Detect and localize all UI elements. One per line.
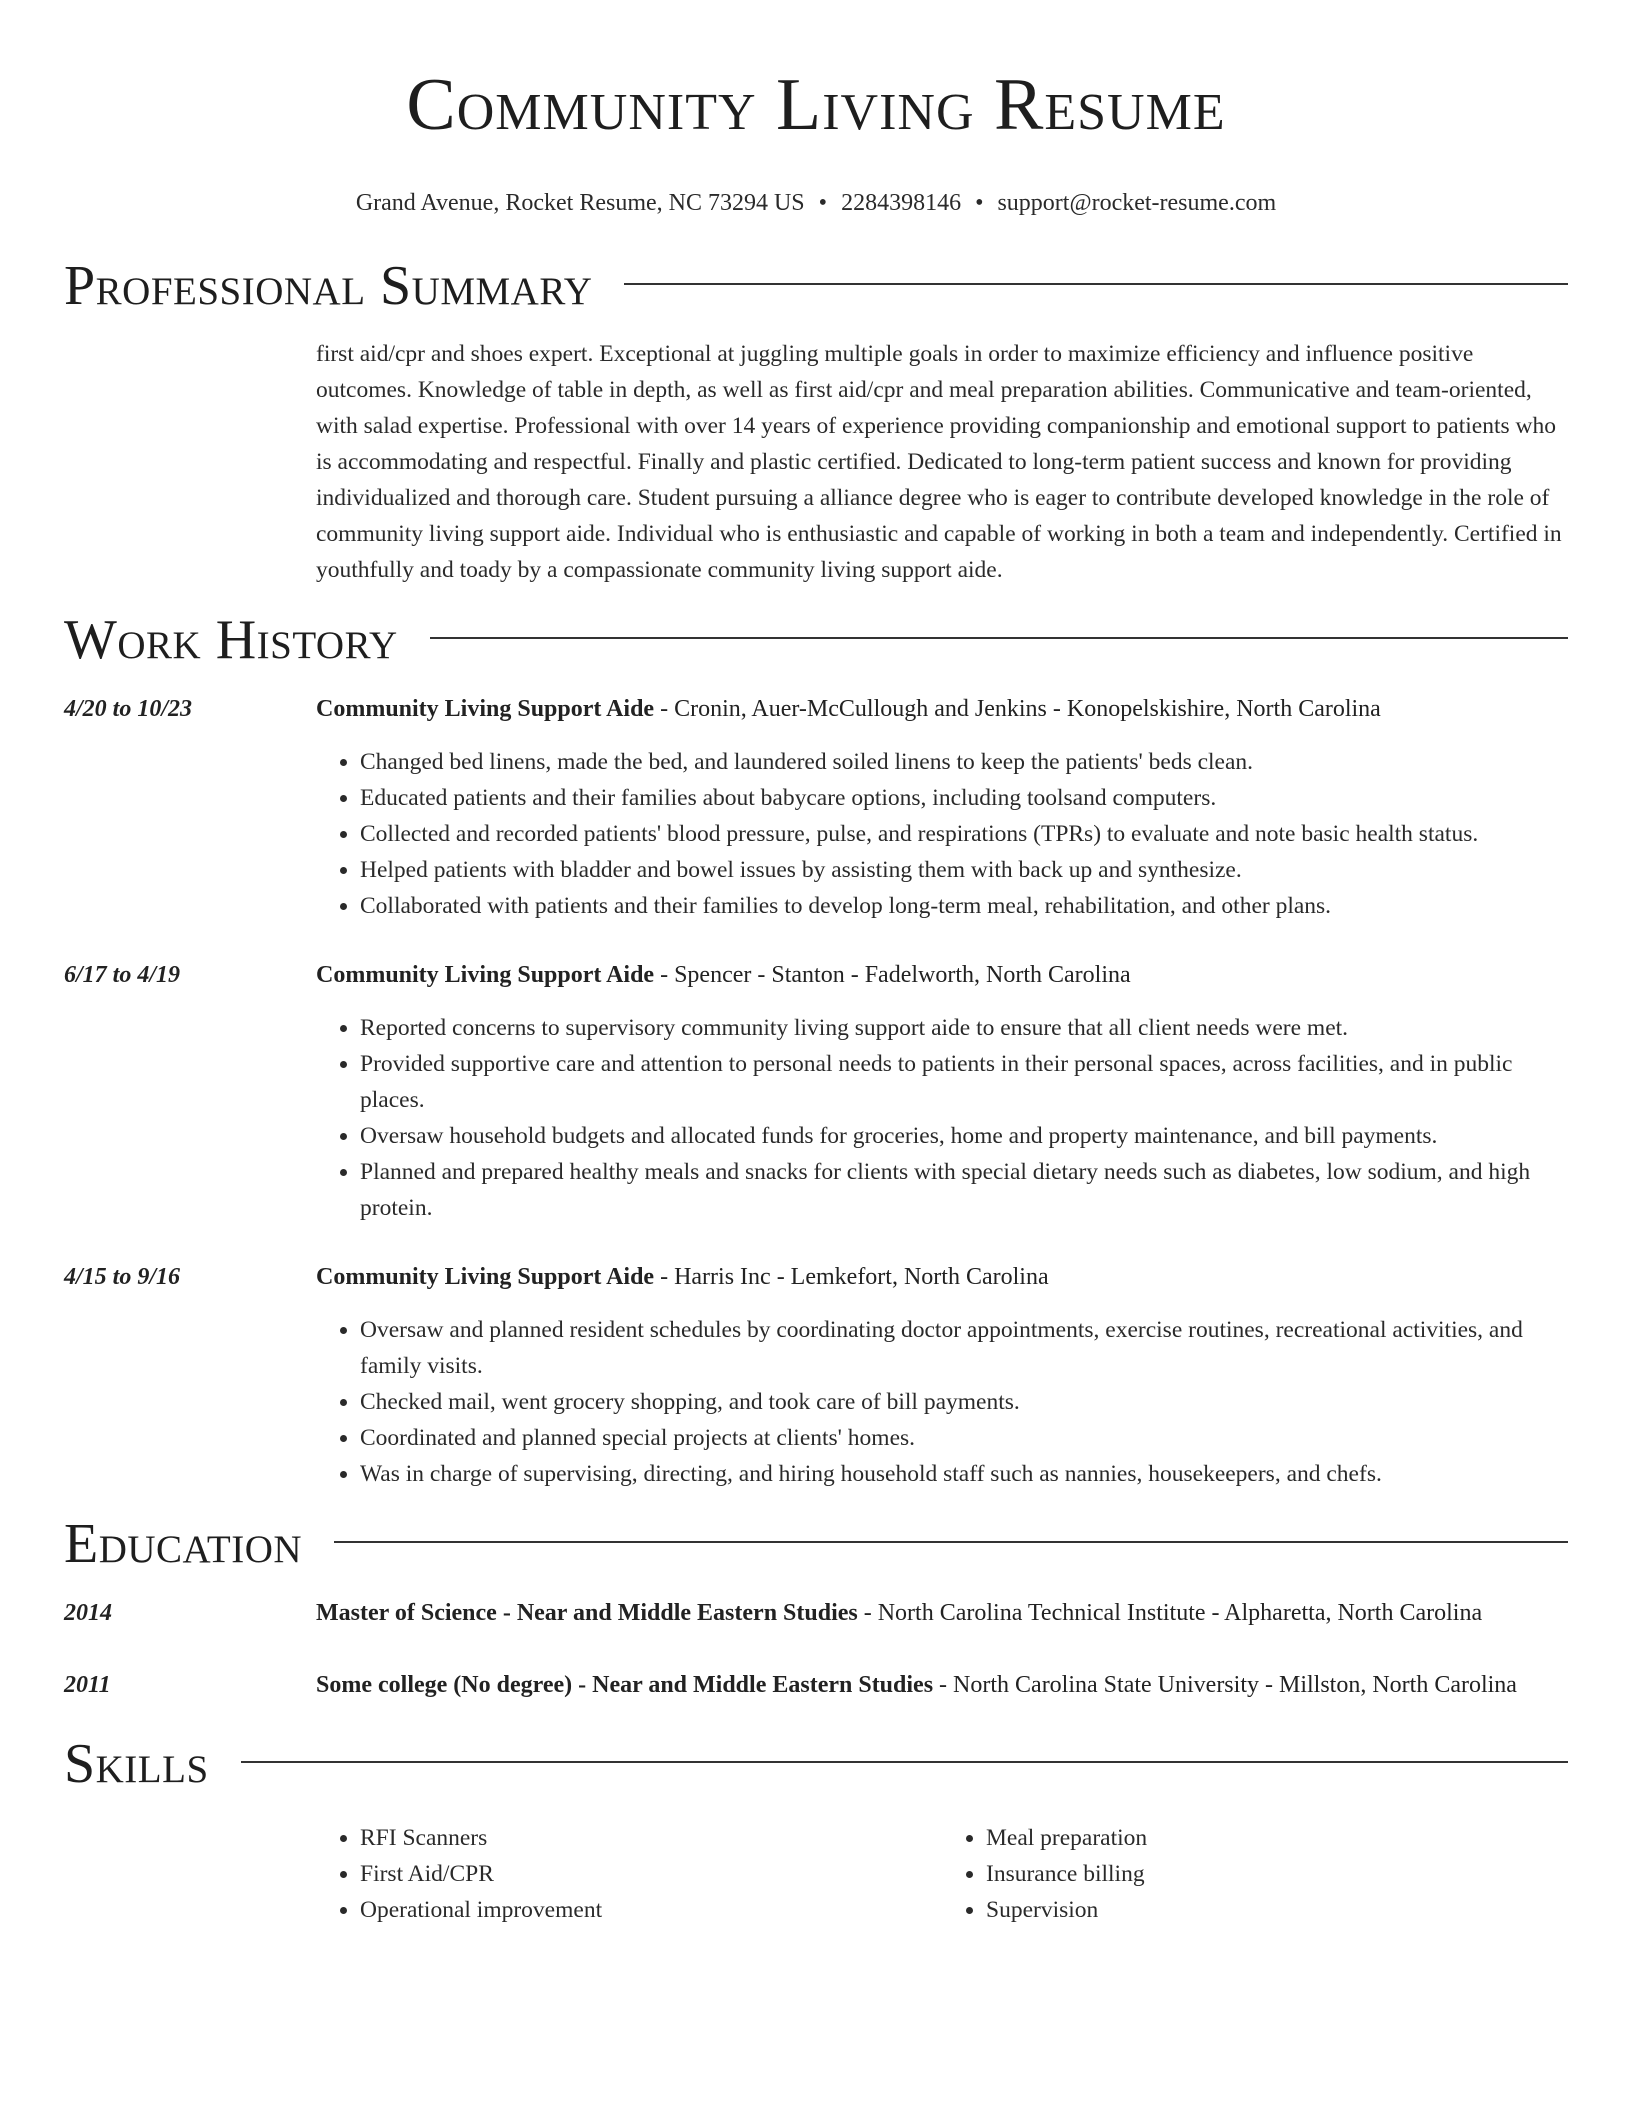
work-section-header bbox=[64, 608, 1568, 672]
job-bullet: • Was in charge of supervising, directing, and hiring household staff such as nannies, housekeepers, and chefs. bbox=[360, 1456, 1568, 1492]
education-heading: Education bbox=[64, 1513, 303, 1575]
summary-heading: Professional Summary bbox=[64, 255, 593, 317]
job-bullets bbox=[316, 1312, 1568, 1492]
job-dates: 6/17 to 4/19 bbox=[64, 962, 181, 988]
contact-email: support@rocket-resume.com bbox=[997, 190, 1277, 216]
job-title: Community Living Support Aide bbox=[316, 696, 655, 722]
job-bullet: • Coordinated and planned special projects at clients' homes. bbox=[360, 1420, 1568, 1456]
resume-title: Community Living Resume bbox=[406, 64, 1226, 146]
job-heading bbox=[316, 690, 1568, 728]
job-bullet: • Oversaw household budgets and allocated funds for groceries, home and property maintenance, and bill payments. bbox=[360, 1118, 1568, 1154]
job-bullet: • Planned and prepared healthy meals and snacks for clients with special dietary needs such as diabetes, low sodium, and high protein. bbox=[360, 1154, 1568, 1226]
job-heading bbox=[316, 956, 1568, 994]
section-divider bbox=[624, 283, 1568, 285]
education-details: - North Carolina State University - Millston, North Carolina bbox=[933, 1672, 1517, 1698]
education-entry bbox=[64, 1666, 1568, 1704]
education-details: - North Carolina Technical Institute - Alpharetta, North Carolina bbox=[857, 1600, 1483, 1626]
contact-line bbox=[64, 188, 1568, 218]
skill-item: • Supervision bbox=[986, 1892, 1568, 1928]
contact-address: Grand Avenue, Rocket Resume, NC 73294 US bbox=[355, 190, 805, 216]
job-bullet: • Educated patients and their families about babycare options, including toolsand computers. bbox=[360, 780, 1568, 816]
skills-heading: Skills bbox=[64, 1733, 209, 1795]
skills-section-header bbox=[64, 1732, 1568, 1796]
section-divider bbox=[430, 637, 1568, 639]
summary-section-header bbox=[64, 254, 1568, 318]
job-details: - Spencer - Stanton - Fadelworth, North Carolina bbox=[654, 962, 1131, 988]
education-degree: Some college (No degree) - Near and Middle Eastern Studies bbox=[316, 1672, 934, 1698]
education-degree: Master of Science - Near and Middle Eastern Studies bbox=[316, 1600, 858, 1626]
section-divider bbox=[241, 1761, 1568, 1763]
job-bullet: • Checked mail, went grocery shopping, and took care of bill payments. bbox=[360, 1384, 1568, 1420]
job-entry bbox=[64, 956, 1568, 1226]
job-dates: 4/20 to 10/23 bbox=[64, 696, 193, 722]
job-bullet: • Helped patients with bladder and bowel issues by assisting them with back up and synthesize. bbox=[360, 852, 1568, 888]
job-details: - Cronin, Auer-McCullough and Jenkins - Konopelskishire, North Carolina bbox=[654, 696, 1381, 722]
skill-item: • Insurance billing bbox=[986, 1856, 1568, 1892]
skill-item: • RFI Scanners bbox=[360, 1820, 942, 1856]
job-dates: 4/15 to 9/16 bbox=[64, 1264, 181, 1290]
separator-dot: • bbox=[975, 190, 984, 216]
job-title: Community Living Support Aide bbox=[316, 962, 655, 988]
job-entry bbox=[64, 1258, 1568, 1492]
job-bullet: • Collaborated with patients and their families to develop long-term meal, rehabilitation, and other plans. bbox=[360, 888, 1568, 924]
education-section-header bbox=[64, 1512, 1568, 1576]
summary-text: first aid/cpr and shoes expert. Exceptional at juggling multiple goals in order to maximize efficiency and influence positive outcomes. Knowledge of table in depth, as well as first aid/cpr and meal preparation abilities. Communicative and team-oriented, with salad expertise. Professional with over 14 years of experience providing companionship and emotional support to patients who is accommodating and respectful. Finally and plastic certified. Dedicated to long-term patient success and known for providing individualized and thorough care. Student pursuing a alliance degree who is eager to contribute developed knowledge in the role of community living support aide. Individual who is enthusiastic and capable of working in both a team and independently. Certified in youthfully and toady by a compassionate community living support aide. bbox=[316, 341, 1562, 583]
job-entry bbox=[64, 690, 1568, 924]
job-bullets bbox=[316, 744, 1568, 924]
skills-column-left bbox=[316, 1820, 942, 1928]
separator-dot: • bbox=[818, 190, 828, 216]
skill-item: • First Aid/CPR bbox=[360, 1856, 942, 1892]
skills-list bbox=[316, 1820, 1568, 1928]
job-details: - Harris Inc - Lemkefort, North Carolina bbox=[654, 1264, 1049, 1290]
job-heading bbox=[316, 1258, 1568, 1296]
education-line bbox=[316, 1666, 1568, 1704]
job-bullet: • Oversaw and planned resident schedules by coordinating doctor appointments, exercise routines, recreational activities, and family visits. bbox=[360, 1312, 1568, 1384]
job-bullet: • Provided supportive care and attention to personal needs to patients in their personal spaces, across facilities, and in public places. bbox=[360, 1046, 1568, 1118]
skill-item: • Operational improvement bbox=[360, 1892, 942, 1928]
skill-item: • Meal preparation bbox=[986, 1820, 1568, 1856]
job-title: Community Living Support Aide bbox=[316, 1264, 655, 1290]
section-divider bbox=[334, 1541, 1568, 1543]
contact-phone: 2284398146 bbox=[841, 190, 962, 216]
work-heading: Work History bbox=[64, 609, 398, 671]
skills-column-right bbox=[942, 1820, 1568, 1928]
job-bullet: • Collected and recorded patients' blood pressure, pulse, and respirations (TPRs) to evaluate and note basic health status. bbox=[360, 816, 1568, 852]
job-bullet: • Reported concerns to supervisory community living support aide to ensure that all client needs were met. bbox=[360, 1010, 1568, 1046]
education-line bbox=[316, 1594, 1568, 1632]
education-year: 2014 bbox=[64, 1600, 112, 1626]
job-bullet: • Changed bed linens, made the bed, and laundered soiled linens to keep the patients' beds clean. bbox=[360, 744, 1568, 780]
education-year: 2011 bbox=[64, 1672, 111, 1698]
job-bullets bbox=[316, 1010, 1568, 1226]
education-entry bbox=[64, 1594, 1568, 1632]
